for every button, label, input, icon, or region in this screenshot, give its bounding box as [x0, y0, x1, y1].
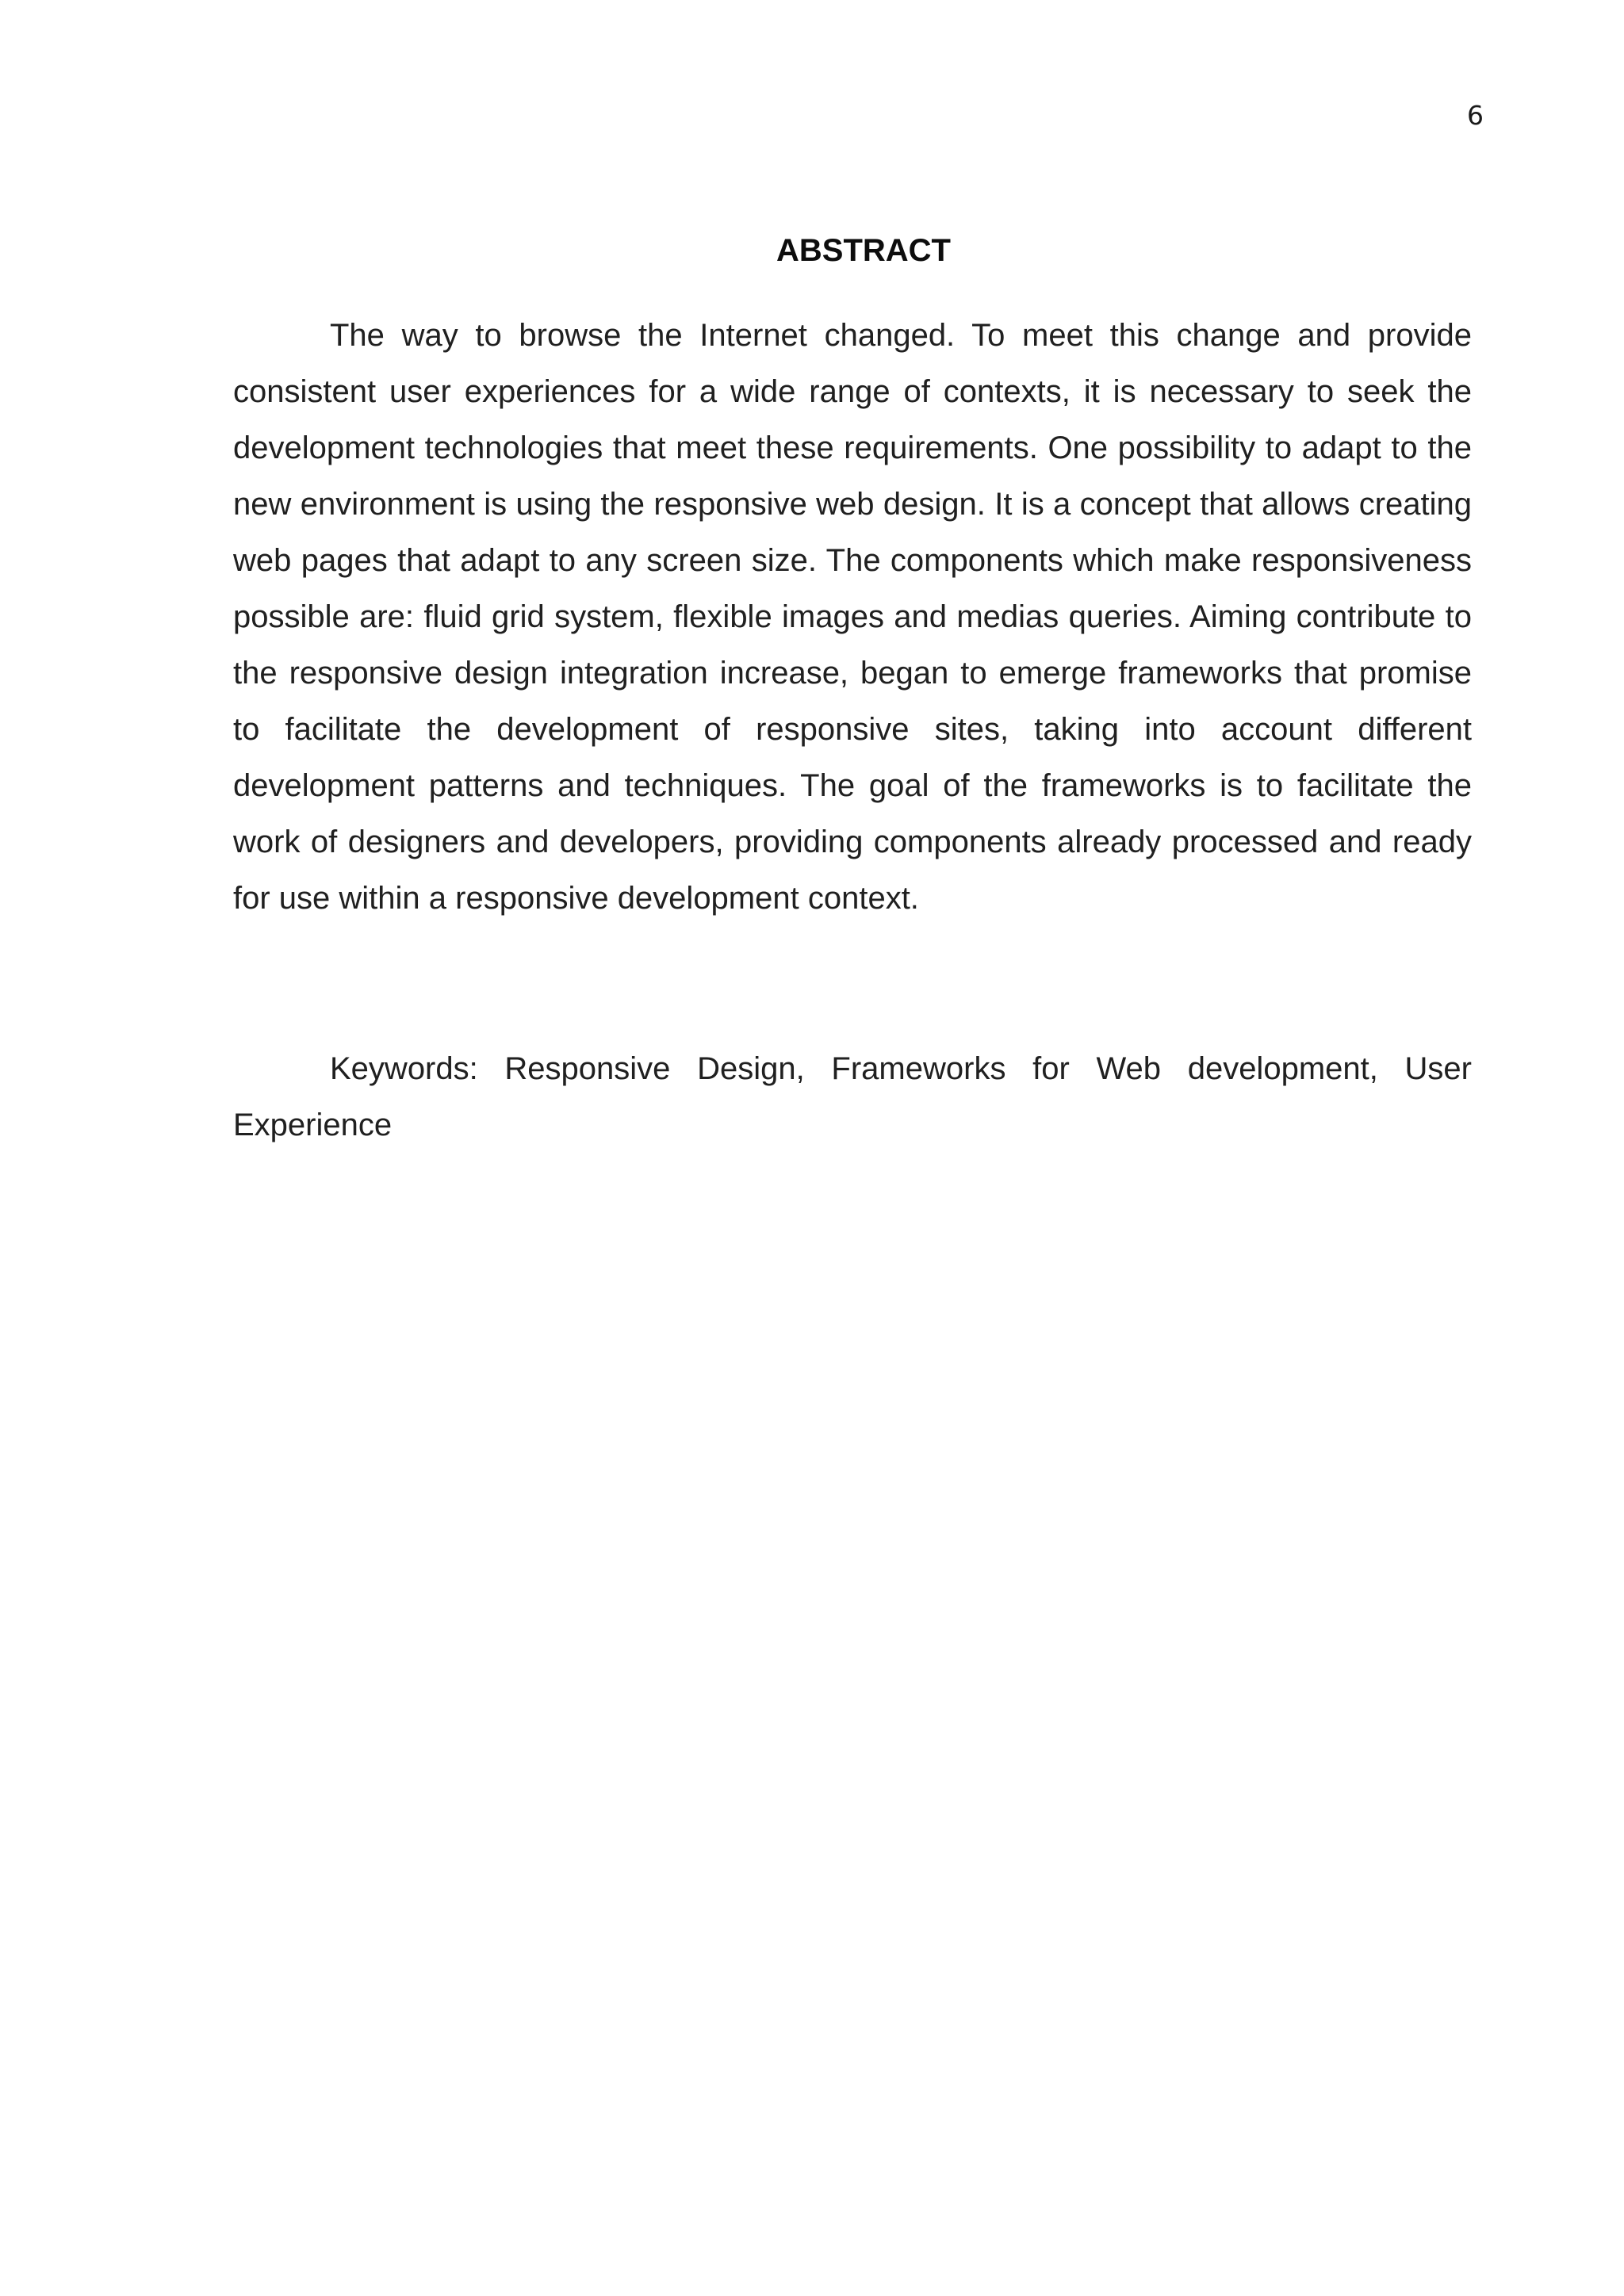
abstract-heading: ABSTRACT [776, 233, 951, 268]
keywords-paragraph: Keywords: Responsive Design, Frameworks for Web development, User Experience [233, 1051, 1472, 1142]
page-number: 6 [1467, 100, 1484, 131]
abstract-paragraph: The way to browse the Internet changed. To meet this change and provide consistent user experiences for a wide range of contexts, it is necessary to seek the development technologies that meet these requirements. One possibility to adapt to the new environment is using the responsive web design. It is a concept that allows creating web pages that adapt to any screen size. The components which make responsiveness possible are: fluid grid system, flexible images and medias queries. Aiming contribute to the responsive design integration increase, began to emerge frameworks that promise to facilitate the development of responsive sites, taking into account different development patterns and techniques. The goal of the frameworks is to facilitate the work of designers and developers, providing components already processed and ready for use within a responsive development context. [233, 318, 1472, 916]
